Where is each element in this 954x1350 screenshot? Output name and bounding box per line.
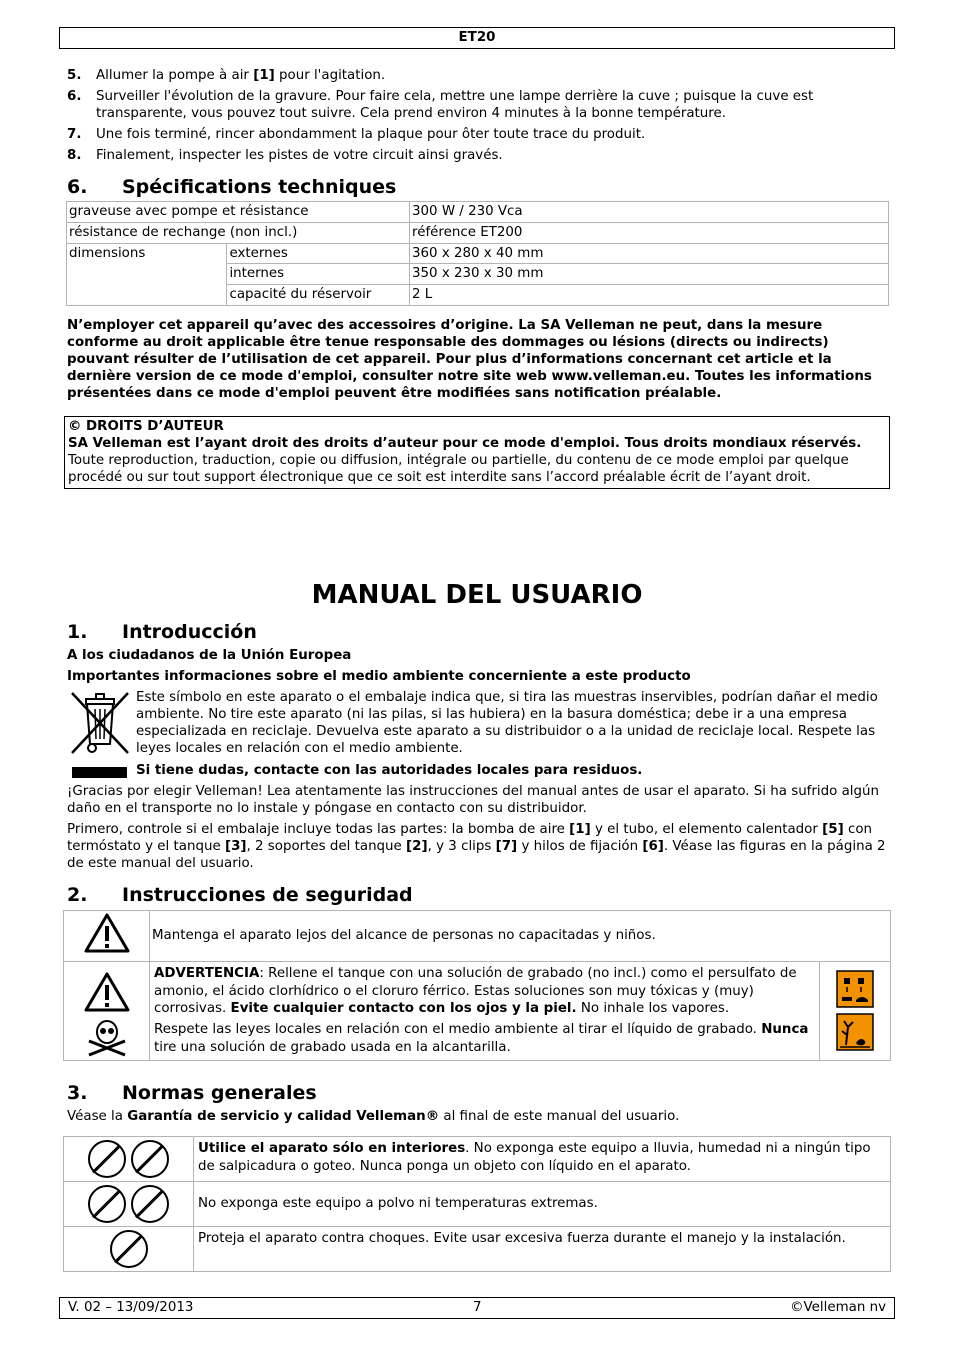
page-footer <box>59 1297 895 1319</box>
table-cell: dimensions <box>67 243 227 305</box>
page-header <box>59 27 895 49</box>
safety-heading <box>67 884 413 906</box>
doubts-text: Si tiene dudas, contacte con las autoridades locales para residuos. <box>136 763 643 778</box>
warning-label: ADVERTENCIA <box>154 965 260 981</box>
heading-text: Introducción <box>122 621 257 643</box>
norms-table <box>63 1136 891 1272</box>
table-row <box>64 1182 891 1227</box>
footer-copyright: ©Velleman nv <box>790 1300 886 1315</box>
specs-table <box>66 201 889 306</box>
table-row <box>67 222 889 243</box>
heading-number: 2. <box>67 884 88 906</box>
step-ref: [1] <box>253 68 275 83</box>
no-dust-icon <box>88 1185 126 1223</box>
skull-crossbones-icon <box>85 1017 129 1057</box>
copyright-bold: SA Velleman est l’ayant droit des droits d’auteur pour ce mode d'emploi. Tous droits mondiaux réservés. <box>68 436 862 451</box>
environment-hazard-icon <box>836 1013 874 1051</box>
list-item <box>67 67 892 84</box>
footer-version: V. 02 – 13/09/2013 <box>68 1300 194 1315</box>
text-part: tire una solución de grabado usada en la alcantarilla. <box>154 1039 511 1055</box>
step-text: Une fois terminé, rincer abondamment la plaque pour ôter toute trace du produit. <box>96 127 646 142</box>
thanks-paragraph: ¡Gracias por elegir Velleman! Lea atentamente las instrucciones del manual antes de usar el aparato. Si ha sufrido algún daño en el transporte no lo instale y póngase en contacto con su distribuidor. <box>67 784 879 816</box>
step-number: 6. <box>67 89 82 104</box>
intro-heading <box>67 621 257 643</box>
table-row <box>64 911 891 962</box>
warning-icon <box>83 912 131 954</box>
text-part: al final de este manual del usuario. <box>439 1109 680 1124</box>
table-cell <box>150 961 820 1060</box>
step-text-part: pour l'agitation. <box>274 68 386 83</box>
table-cell <box>194 1137 891 1182</box>
warning-paragraph <box>154 965 815 1018</box>
table-cell: 350 x 230 x 30 mm <box>410 264 889 285</box>
table-cell <box>64 961 150 1060</box>
text-part: . Véase las figuras en la página 2 de este manual del usuario. <box>67 839 886 871</box>
table-cell <box>64 1227 194 1272</box>
table-cell: 300 W / 230 Vca <box>410 202 889 223</box>
step-text-part: Allumer la pompe à air <box>96 68 254 83</box>
text-part: y hilos de fijación <box>517 839 643 854</box>
table-cell: résistance de rechange (non incl.) <box>67 222 410 243</box>
page-number: 7 <box>473 1300 482 1315</box>
table-cell: externes <box>227 243 410 264</box>
copyright-text: Toute reproduction, traduction, copie ou diffusion, intégrale ou partielle, du contenu de ce mode emploi par quelque procédé ou sur tout support électronique que ce soit est interdite sans l’accord préalable écrit de l’ayant droit. <box>68 453 849 485</box>
text-part: Primero, controle si el embalaje incluye todas las partes: la bomba de aire <box>67 822 570 837</box>
legal-notice: N’employer cet appareil qu’avec des accessoires d’origine. La SA Velleman ne peut, dans la mesure conforme au droit applicable être tenue responsable des dommages ou lésions (directs ou indirects) pouvant résulter de l’utilisation de cet appareil. Pour plus d’informations concernant cet article et la dernière version de ce mode d'emploi, consulter notre site web www.velleman.eu. Toutes les informations présentées dans ce mode d'emploi peuvent être modifiées sans notification préalable. <box>67 318 872 401</box>
part-ref: [1] <box>569 822 591 837</box>
heading-text: Normas generales <box>122 1082 317 1104</box>
list-item <box>67 126 892 143</box>
steps-list <box>67 67 892 168</box>
table-cell: Mantenga el aparato lejos del alcance de personas no capacitadas y niños. <box>150 911 891 962</box>
env-subheading: Importantes informaciones sobre el medio ambiente concerniente a este producto <box>67 669 691 684</box>
text-part: con termóstato y el tanque <box>67 822 873 854</box>
text-part: , 2 soportes del tanque <box>246 839 407 854</box>
part-ref: [2] <box>406 839 428 854</box>
copyright-box <box>64 416 890 489</box>
model-label: ET20 <box>458 30 496 45</box>
part-ref: [6] <box>642 839 664 854</box>
text-part: Respete las leyes locales en relación con el medio ambiente al tirar el líquido de grabado. <box>154 1022 762 1038</box>
table-cell: internes <box>227 264 410 285</box>
list-item <box>67 147 892 164</box>
copyright-title: © DROITS D’AUTEUR <box>68 419 224 434</box>
heading-text: Spécifications techniques <box>122 176 397 198</box>
table-row <box>64 1227 891 1272</box>
step-text: Finalement, inspecter les pistes de votre circuit ainsi gravés. <box>96 148 503 163</box>
list-item <box>67 88 892 122</box>
text-part: No inhale los vapores. <box>576 1001 730 1017</box>
table-cell: 360 x 280 x 40 mm <box>410 243 889 264</box>
table-cell <box>64 911 150 962</box>
disposal-paragraph <box>154 1021 815 1057</box>
table-cell <box>64 1182 194 1227</box>
weee-text: Este símbolo en este aparato o el embalaje indica que, si tira las muestras inservibles, podrían dañar el medio ambiente. No tire este aparato (ni las pilas, si las hubiera) en la basura doméstica; debe ir a una empresa especializada en reciclaje. Devuelva este aparato a su distribuidor o a la unidad de reciclaje local. Respete las leyes locales en relación con el medio ambiente. <box>136 690 878 756</box>
text-part: Véase la <box>67 1109 128 1124</box>
step-text <box>96 67 892 84</box>
table-cell: No exponga este equipo a polvo ni temperaturas extremas. <box>194 1182 891 1227</box>
table-cell <box>820 961 891 1060</box>
warning-icon <box>83 971 131 1013</box>
black-bar <box>72 767 127 778</box>
heading-number: 3. <box>67 1082 88 1104</box>
table-cell: Proteja el aparato contra choques. Evite usar excesiva fuerza durante el manejo y la instalación. <box>194 1227 891 1272</box>
no-rain-icon <box>88 1140 126 1178</box>
table-row <box>67 202 889 223</box>
text-bold: Nunca <box>761 1022 809 1038</box>
table-cell: capacité du réservoir <box>227 285 410 306</box>
no-liquid-icon <box>131 1140 169 1178</box>
step-number: 7. <box>67 127 82 142</box>
step-number: 8. <box>67 148 82 163</box>
heading-number: 1. <box>67 621 88 643</box>
table-row <box>64 1137 891 1182</box>
norms-intro <box>67 1108 892 1125</box>
text-part: , y 3 clips <box>427 839 496 854</box>
table-cell <box>64 1137 194 1182</box>
table-cell: 2 L <box>410 285 889 306</box>
eu-subheading: A los ciudadanos de la Unión Europea <box>67 648 352 663</box>
text-part: . No exponga este equipo a lluvia, humedad ni a ningún tipo de salpicadura o goteo. Nunca ponga un objeto con líquido en el aparato. <box>198 1141 871 1174</box>
corrosive-icon <box>836 970 874 1008</box>
part-ref: [5] <box>822 822 844 837</box>
table-cell: graveuse avec pompe et résistance <box>67 202 410 223</box>
copyright-body <box>68 435 885 486</box>
safety-table <box>63 910 891 1061</box>
part-ref: [3] <box>224 839 247 854</box>
heading-text: Instrucciones de seguridad <box>122 884 413 906</box>
parts-paragraph <box>67 821 892 872</box>
text-bold: Utilice el aparato sólo en interiores <box>198 1141 466 1156</box>
step-number: 5. <box>67 68 82 83</box>
wheelie-bin-crossed-icon <box>68 689 132 757</box>
text-bold: Evite cualquier contacto con los ojos y la piel. <box>230 1001 577 1017</box>
text-part: y el tubo, el elemento calentador <box>590 822 823 837</box>
step-text: Surveiller l'évolution de la gravure. Pour faire cela, mettre une lampe derrière la cuve ; puisque la cuve est transparente, vous pouvez tout suivre. Cela prend environ 4 minutes à la bonne température. <box>96 89 814 121</box>
table-cell: référence ET200 <box>410 222 889 243</box>
table-row <box>64 961 891 1060</box>
specs-heading <box>67 176 396 198</box>
thermometer-icon <box>131 1185 169 1223</box>
part-ref: [7] <box>495 839 518 854</box>
text-bold: Garantía de servicio y calidad Velleman® <box>127 1109 440 1124</box>
manual-title: MANUAL DEL USUARIO <box>311 580 643 610</box>
heading-number: 6. <box>67 176 88 198</box>
no-shock-icon <box>110 1230 148 1268</box>
text-part: : Rellene el tanque con una solución de grabado (no incl.) como el persulfato de amonio, el ácido clorhídrico o el cloruro férrico. Estas soluciones son muy tóxicas y (muy) corrosivas. <box>154 965 797 1017</box>
norms-heading <box>67 1082 317 1104</box>
table-row <box>67 243 889 264</box>
